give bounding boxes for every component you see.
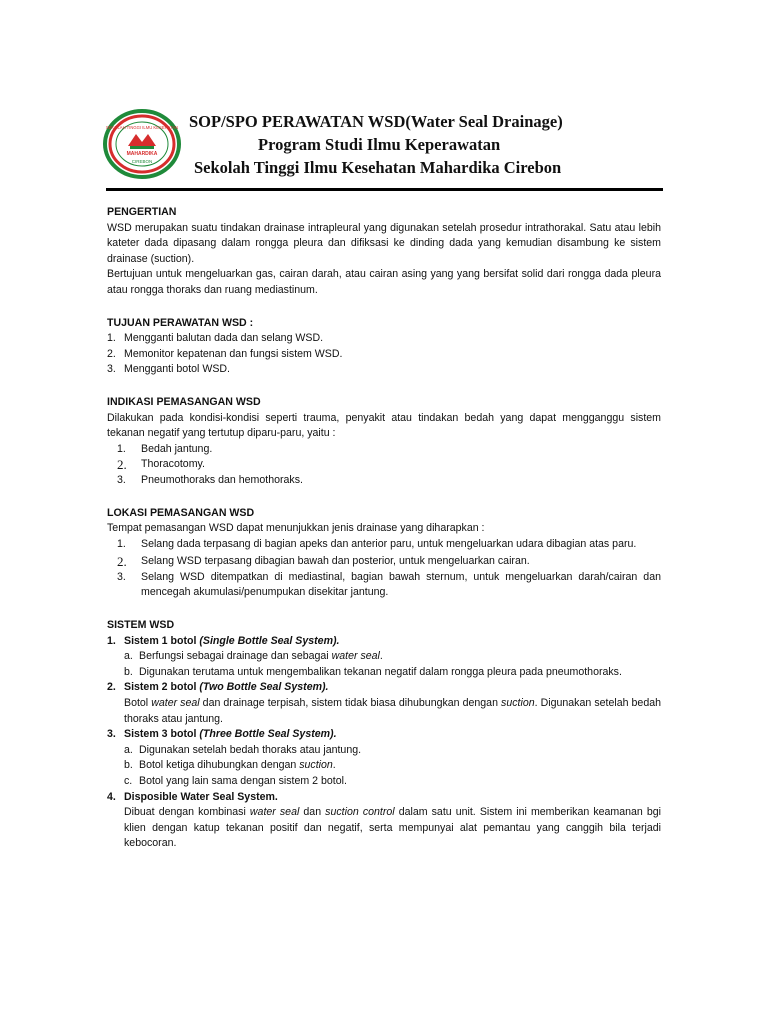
paragraph: Botol water seal dan drainage terpisah, sistem tidak biasa dihubungkan dengan suction. Digunakan setelah bedah thoraks atau jantung. <box>124 697 661 725</box>
list-item: 2. Selang WSD terpasang dibagian bawah dan posterior, untuk mengeluarkan cairan. <box>117 554 530 570</box>
svg-text:CIREBON: CIREBON <box>131 159 153 164</box>
system-item-2: 2. Sistem 2 botol (Two Bottle Seal System). <box>107 681 329 694</box>
system-item-4: 4. Disposible Water Seal System. <box>107 790 278 803</box>
svg-text:MAHARDIKA: MAHARDIKA <box>126 151 158 157</box>
list-item: a. Berfungsi sebagai drainage dan sebagai water seal. <box>124 650 383 663</box>
section-heading-pengertian: PENGERTIAN <box>107 206 177 218</box>
section-heading-sistem: SISTEM WSD <box>107 619 175 632</box>
college-logo <box>102 108 182 180</box>
document-body <box>107 205 661 852</box>
list-item: b. Botol ketiga dihubungkan dengan suction. <box>124 759 336 772</box>
header-divider <box>106 188 663 191</box>
list-item: 1. Mengganti balutan dada dan selang WSD. <box>107 332 324 345</box>
document-title: SOP/SPO PERAWATAN WSD(Water Seal Drainage) <box>189 112 563 131</box>
system-item-3: 3. Sistem 3 botol (Three Bottle Seal System). <box>107 728 337 741</box>
system-item-1: 1. Sistem 1 botol (Single Bottle Seal System). <box>107 634 340 647</box>
program-name: Program Studi Ilmu Keperawatan <box>258 135 501 154</box>
list-item: 1. Selang dada terpasang di bagian apeks dan anterior paru, untuk mengeluarkan udara dibagian atas paru. <box>117 537 637 550</box>
section-heading-lokasi: LOKASI PEMASANGAN WSD <box>107 506 255 519</box>
paragraph: Dilakukan pada kondisi-kondisi seperti trauma, penyakit atau tindakan bedah yang dapat mengganggu sistem tekanan negatif yang tertutup diparu-paru, yaitu : <box>107 411 661 440</box>
paragraph: WSD merupakan suatu tindakan drainase intrapleural yang digunakan setelah prosedur intrathorakal. Satu atau lebih kateter dada dipasang dalam rongga pleura dan difiksasi ke dinding dada yang kemudian disambung ke sistem drainase (suction). <box>107 221 661 265</box>
list-item: c. Botol yang lain sama dengan sistem 2 botol. <box>124 775 347 787</box>
list-item: a. Digunakan setelah bedah thoraks atau jantung. <box>124 743 362 756</box>
list-item: b. Digunakan terutama untuk mengembalikan tekanan negatif dalam rongga pleura pada pneumothoraks. <box>124 665 622 678</box>
svg-text:SEKOLAH TINGGI ILMU KESEHATAN: SEKOLAH TINGGI ILMU KESEHATAN <box>105 125 179 130</box>
list-item: 2. Thoracotomy. <box>117 457 205 473</box>
paragraph: Bertujuan untuk mengeluarkan gas, cairan darah, atau cairan asing yang yang bersifat solid dari rongga dada pleura atau rongga thoraks dan ruang mediastinum. <box>107 268 661 296</box>
paragraph: Tempat pemasangan WSD dapat menunjukkan jenis drainase yang diharapkan : <box>107 522 485 535</box>
institution-name: Sekolah Tinggi Ilmu Kesehatan Mahardika Cirebon <box>194 158 562 177</box>
list-item: 3. Selang WSD ditempatkan di mediastinal, bagian bawah sternum, untuk mengeluarkan darah/cairan dan mencegah akumulasi/penumpukan disekitar jantung. <box>117 570 661 599</box>
list-item: 3. Pneumothoraks dan hemothoraks. <box>117 473 303 486</box>
paragraph: Dibuat dengan kombinasi water seal dan suction control dalam satu unit. Sistem ini memberikan keamanan bgi klien dengan katup tekanan positif dan negatif, serta mempunyai alat pemantau yang canggih bila terjadi kebocoran. <box>124 806 662 850</box>
list-item: 2. Memonitor kepatenan dan fungsi sistem WSD. <box>107 347 343 360</box>
section-heading-tujuan: TUJUAN PERAWATAN WSD : <box>107 316 254 329</box>
section-heading-indikasi: INDIKASI PEMASANGAN WSD <box>107 395 261 408</box>
list-item: 3. Mengganti botol WSD. <box>107 363 230 376</box>
list-item: 1. Bedah jantung. <box>117 442 213 455</box>
